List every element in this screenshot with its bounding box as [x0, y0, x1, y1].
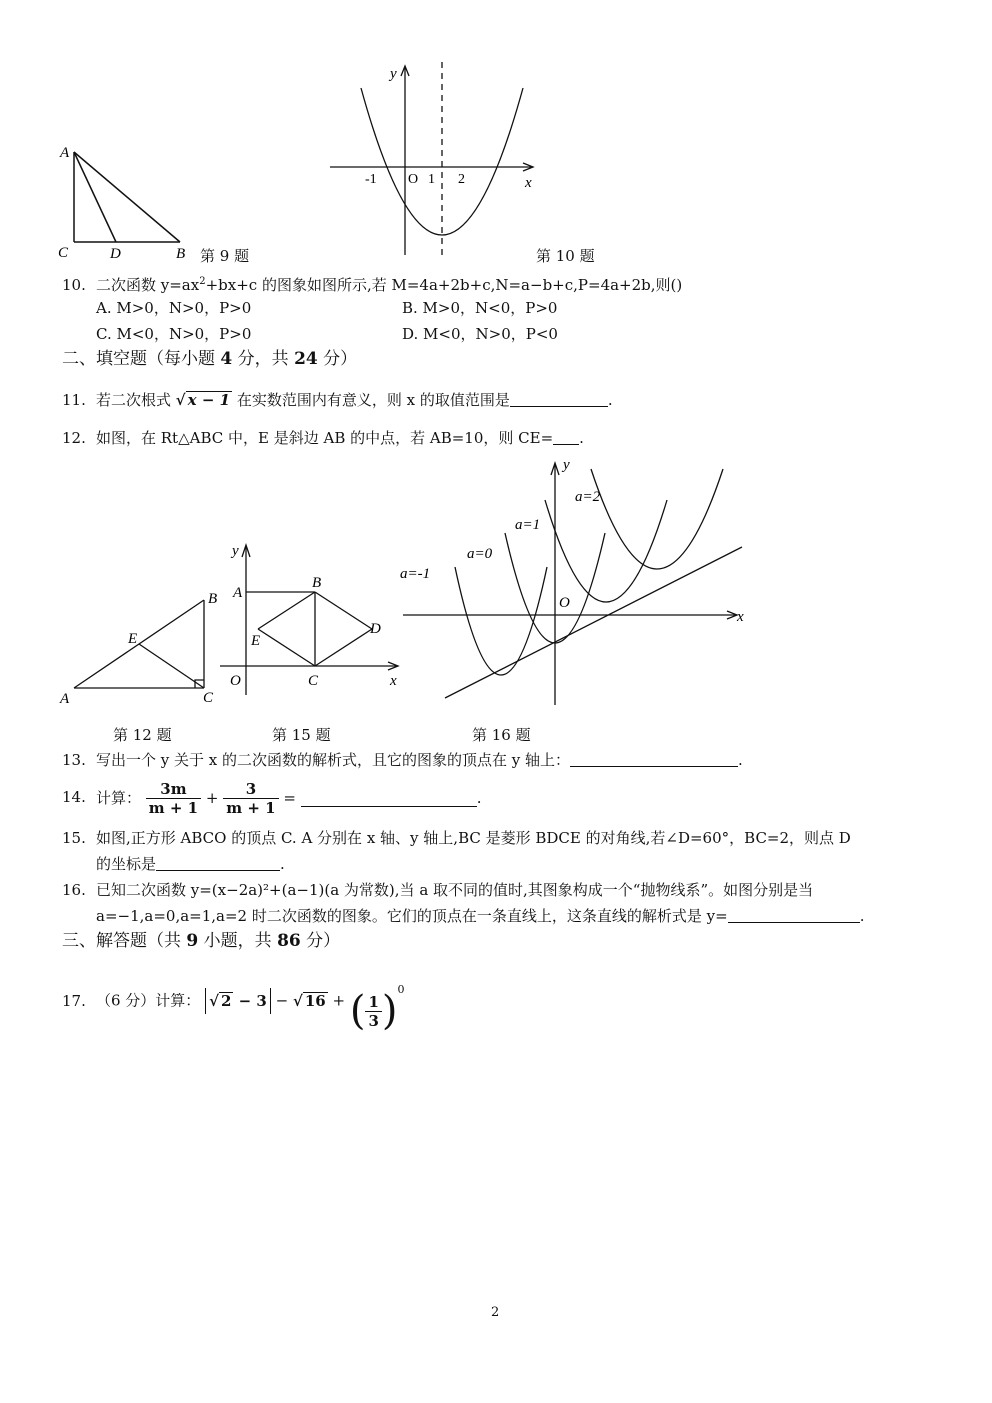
q17-plus: + [332, 991, 346, 1010]
section2-text-e: 分） [317, 349, 358, 369]
fig10-label-y: y [390, 66, 397, 82]
fig15-label-b: B [312, 575, 322, 591]
fig16-label-a2: a=2 [575, 489, 601, 505]
q13-answer-blank[interactable] [570, 750, 738, 767]
fig16-caption: 第 16 题 [472, 726, 531, 744]
fig9-label-c: C [58, 245, 69, 261]
fig12-caption: 第 12 题 [113, 726, 172, 744]
q11-text-a: 若二次根式 [96, 391, 172, 409]
fig10-tick-1: 1 [428, 172, 435, 187]
fig15-label-x: x [390, 673, 397, 689]
q14-plus: + [205, 789, 219, 807]
fig16-parabola-a2 [591, 469, 723, 569]
q14-text: 计算： [96, 789, 142, 807]
q17-sqrt-16: √ 16 [293, 991, 326, 1010]
fig10-origin: O [408, 172, 419, 187]
question-17 [62, 970, 405, 1034]
q17-minus: − [275, 991, 289, 1010]
figure-12 [58, 585, 228, 710]
q10-text-a: 二次函数 y=ax [96, 276, 200, 294]
section3-text-a: 三、解答题（共 [62, 931, 187, 951]
q17-radicand-1: 2 [220, 991, 232, 1010]
fig10-label-x: x [525, 175, 532, 191]
section2-text-a: 二、填空题（每小题 [62, 349, 221, 369]
q14-answer-blank[interactable] [301, 790, 477, 807]
q11-sqrt: √ x − 1 [175, 391, 231, 409]
q15-answer-blank[interactable] [156, 854, 280, 871]
q12-end: . [579, 429, 584, 447]
q17-exponent: 0 [397, 983, 405, 996]
fig15-label-o: O [230, 673, 241, 689]
question-number: 11. [62, 391, 86, 409]
fig16-label-x: x [737, 609, 744, 625]
question-14 [62, 778, 482, 818]
q10-superscript: 2 [199, 276, 206, 287]
fig10-caption: 第 10 题 [536, 247, 595, 265]
q14-f2-denominator: m + 1 [226, 798, 276, 817]
q17-f-numerator: 1 [365, 993, 381, 1012]
question-10 [62, 272, 682, 295]
fig9-label-a: A [60, 145, 70, 161]
q12-text: 如图，在 Rt△ABC 中，E 是斜边 AB 的中点，若 AB=10，则 CE= [96, 429, 554, 447]
q10-option-c: C. M<0，N>0，P>0 [96, 325, 252, 343]
fig12-label-c: C [203, 690, 214, 706]
q13-end: . [738, 751, 743, 769]
fig9-label-d: D [110, 246, 121, 262]
question-number: 17. [62, 991, 86, 1010]
section2-text-c: 分，共 [232, 349, 295, 369]
fig15-label-d: D [370, 621, 381, 637]
q10-option-b: B. M>0，N<0，P>0 [402, 299, 558, 317]
fig16-label-y: y [563, 457, 570, 473]
question-number: 15. [62, 829, 86, 847]
q11-radicand: x − 1 [187, 391, 231, 409]
fig16-label-a1: a=1 [515, 517, 541, 533]
q17-f-denominator: 3 [368, 1011, 379, 1030]
q13-text: 写出一个 y 关于 x 的二次函数的解析式，且它的图象的顶点在 y 轴上： [96, 751, 571, 769]
fig16-label-a0: a=0 [467, 546, 493, 562]
section-3-heading [62, 930, 340, 952]
q16-line2: a=−1,a=0,a=1,a=2 时二次函数的图象。它们的顶点在一条直线上，这条直线的解析式是 y= [96, 907, 728, 925]
q14-end: . [476, 789, 482, 807]
fig15-label-a: A [233, 585, 243, 601]
q17-paren-fraction: ( $\frac{1}{3}$ )$^0$ [349, 983, 405, 1034]
section3-total: 86 [277, 931, 301, 951]
section2-points: 4 [220, 349, 233, 369]
q17-text: （6 分）计算： [96, 991, 201, 1010]
q10-option-d: D. M<0，N>0，P<0 [402, 325, 558, 343]
question-number: 12. [62, 429, 86, 447]
q16-end: . [859, 907, 865, 925]
question-number: 13. [62, 751, 86, 769]
fig15-label-y: y [232, 543, 239, 559]
section3-text-e: 分） [300, 931, 341, 951]
q17-radicand-2: 16 [304, 991, 326, 1010]
fig9-caption: 第 9 题 [200, 247, 250, 265]
figure-9 [50, 140, 200, 265]
question-number: 10. [62, 276, 86, 294]
q17-fraction [365, 993, 381, 1030]
q14-f1-numerator: 3m [146, 780, 201, 799]
q14-fraction-2 [223, 780, 278, 817]
question-15 [62, 828, 851, 848]
fig10-tick-m1: -1 [365, 172, 377, 187]
question-12 [62, 428, 584, 448]
q16-answer-blank[interactable] [728, 906, 860, 923]
q14-fraction-1 [146, 780, 201, 817]
fig15-label-c: C [308, 673, 319, 689]
q15-line1: 如图,正方形 ABCO 的顶点 C. A 分别在 x 轴、y 轴上,BC 是菱形 BDCE 的对角线,若∠D=60°，BC=2，则点 D [96, 829, 851, 847]
fig12-label-a: A [60, 691, 70, 707]
question-11 [62, 390, 613, 410]
figure-15 [218, 535, 408, 695]
fig16-origin: O [559, 595, 570, 611]
fig16-label-am1: a=-1 [400, 566, 431, 582]
q17-minus-3: − 3 [238, 991, 267, 1010]
question-13 [62, 750, 743, 770]
section3-text-c: 小题，共 [198, 931, 278, 951]
question-16-line2 [96, 906, 864, 926]
q10-option-a: A. M>0，N>0，P>0 [96, 299, 252, 317]
section3-count: 9 [186, 931, 199, 951]
q15-end: . [280, 855, 285, 873]
fig16-parabola-a1 [545, 500, 667, 602]
page-number: 2 [491, 1305, 500, 1320]
section2-total: 24 [294, 349, 318, 369]
q14-f1-denominator: m + 1 [148, 798, 199, 817]
section-2-heading [62, 348, 357, 370]
fig10-tick-2: 2 [458, 172, 465, 187]
question-number: 16. [62, 881, 86, 899]
fig15-label-e: E [251, 633, 261, 649]
fig15-caption: 第 15 题 [272, 726, 331, 744]
q14-f2-numerator: 3 [223, 780, 278, 799]
fig12-label-e: E [128, 631, 138, 647]
q12-answer-blank[interactable] [553, 428, 579, 445]
figure-16 [395, 455, 760, 710]
q14-equals: = [283, 789, 296, 807]
question-16 [62, 880, 813, 900]
question-15-line2 [96, 854, 285, 874]
q11-text-b: 在实数范围内有意义，则 x 的取值范围是 [236, 391, 510, 409]
q16-line1: 已知二次函数 y=(x−2a)²+(a−1)(a 为常数),当 a 取不同的值时,其图象构成一个“抛物线系”。如图分别是当 [96, 881, 814, 899]
question-number: 14. [62, 788, 86, 806]
q17-abs-expression: √ 2 − 3 [205, 988, 271, 1014]
figure-10 [325, 60, 545, 260]
q15-line2: 的坐标是 [96, 855, 157, 873]
fig12-label-b: B [208, 591, 218, 607]
q11-answer-blank[interactable] [510, 390, 608, 407]
fig9-label-b: B [176, 246, 186, 262]
q10-text-b: +bx+c 的图象如图所示,若 M=4a+2b+c,N=a−b+c,P=4a+2b,则() [205, 276, 683, 294]
q11-end: . [607, 391, 613, 409]
